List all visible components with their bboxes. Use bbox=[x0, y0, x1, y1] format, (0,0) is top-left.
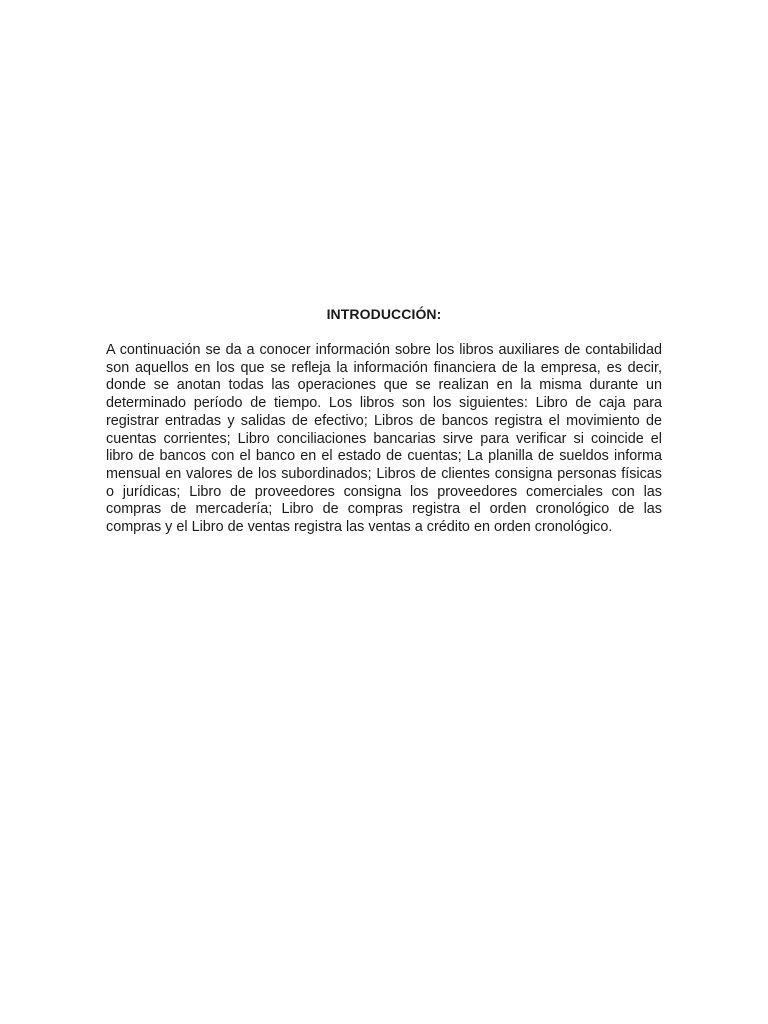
document-paragraph: A continuación se da a conocer información sobre los libros auxiliares de contabilidad son aquellos en los que se refleja la información financiera de la empresa, es decir, donde se anotan todas las operaciones que se realizan en la misma durante un determinado período de tiempo. Los libros son los siguientes: Libro de caja para registrar entradas y salidas de efectivo; Libros de bancos registra el movimiento de cuentas corrientes; Libro conciliaciones bancarias sirve para verificar si coincide el libro de bancos con el banco en el estado de cuentas; La planilla de sueldos informa mensual en valores de los subordinados; Libros de clientes consigna personas físicas o jurídicas; Libro de proveedores consigna los proveedores comerciales con las compras de mercadería; Libro de compras registra el orden cronológico de las compras y el Libro de ventas registra las ventas a crédito en orden cronológico. bbox=[106, 342, 662, 536]
document-content bbox=[106, 305, 662, 537]
document-heading: INTRODUCCIÓN: bbox=[326, 306, 442, 322]
